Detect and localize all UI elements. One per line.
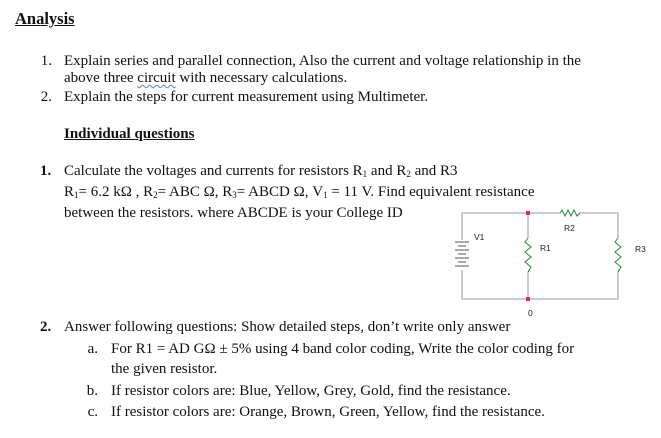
q1-l2-sub2: 2 — [153, 190, 158, 200]
circuit-wires — [462, 213, 618, 299]
r2-resistor-icon — [560, 210, 580, 216]
r3-label: R3 — [635, 244, 646, 254]
node-bottom-dot — [526, 297, 530, 301]
question-1-number: 1. — [40, 163, 52, 179]
q1-l2-c: = ABC Ω, R — [157, 184, 233, 200]
q1-l2-e: = 11 V. Find equivalent resistance — [327, 184, 535, 200]
individual-questions-heading: Individual questions — [64, 126, 195, 142]
q1-l2-d: = ABCD Ω, V — [236, 184, 324, 200]
q2-item-a-line2: the given resistor. — [111, 361, 218, 377]
r3-resistor-icon — [615, 238, 621, 272]
analysis-item-1-line2 — [64, 70, 347, 87]
q2-item-b-line1: If resistor colors are: Blue, Yellow, Grey, Gold, find the resistance. — [111, 383, 511, 399]
q1-text-c: and R3 — [410, 163, 458, 179]
q1-sub-2: 2 — [406, 169, 411, 179]
sub-item-letter: c. — [87, 404, 98, 420]
list-number: 2. — [40, 89, 52, 105]
q2-item-c-line1: If resistor colors are: Orange, Brown, Green, Yellow, find the resistance. — [111, 404, 545, 420]
q1-text-b: and R — [367, 163, 407, 179]
circuit-diagram — [440, 200, 661, 325]
ground-label: 0 — [528, 308, 533, 318]
sub-item-letter: b. — [86, 383, 98, 399]
v1-label: V1 — [474, 232, 485, 242]
q1-l2-a: R — [64, 184, 75, 200]
question-1-line3: between the resistors. where ABCDE is your College ID — [64, 205, 403, 221]
question-2-number: 2. — [40, 319, 52, 335]
v1-battery-icon — [455, 242, 469, 266]
section-title: Analysis — [15, 9, 75, 28]
question-1-line1 — [64, 163, 458, 180]
analysis-item-1-line1: Explain series and parallel connection, Also the current and voltage relationship in the — [64, 53, 581, 69]
q1-text-a: Calculate the voltages and currents for resistors R — [64, 163, 363, 179]
r1-resistor-icon — [525, 238, 531, 272]
question-2-intro: Answer following questions: Show detailed steps, don’t write only answer — [64, 319, 511, 335]
analysis-item-1-line2-post: with necessary calculations. — [175, 70, 348, 86]
r1-label: R1 — [540, 243, 551, 253]
q1-l2-b: = 6.2 kΩ , R — [78, 184, 154, 200]
q1-l2-sub4: 1 — [323, 190, 328, 200]
analysis-item-2-line1: Explain the steps for current measurement using Multimeter. — [64, 89, 429, 105]
analysis-item-1-line2-pre: above three — [64, 70, 138, 86]
r2-label: R2 — [564, 223, 575, 233]
node-top-dot — [526, 211, 530, 215]
q1-l2-sub1: 1 — [74, 190, 79, 200]
spellcheck-word: circuit — [137, 70, 176, 86]
list-number: 1. — [40, 53, 52, 69]
q2-item-a-line1: For R1 = AD GΩ ± 5% using 4 band color coding, Write the color coding for — [111, 341, 575, 357]
sub-item-letter: a. — [87, 341, 98, 357]
q1-l2-sub3: 3 — [232, 190, 237, 200]
q1-sub-1: 1 — [362, 169, 368, 179]
question-1-line2 — [64, 184, 534, 201]
